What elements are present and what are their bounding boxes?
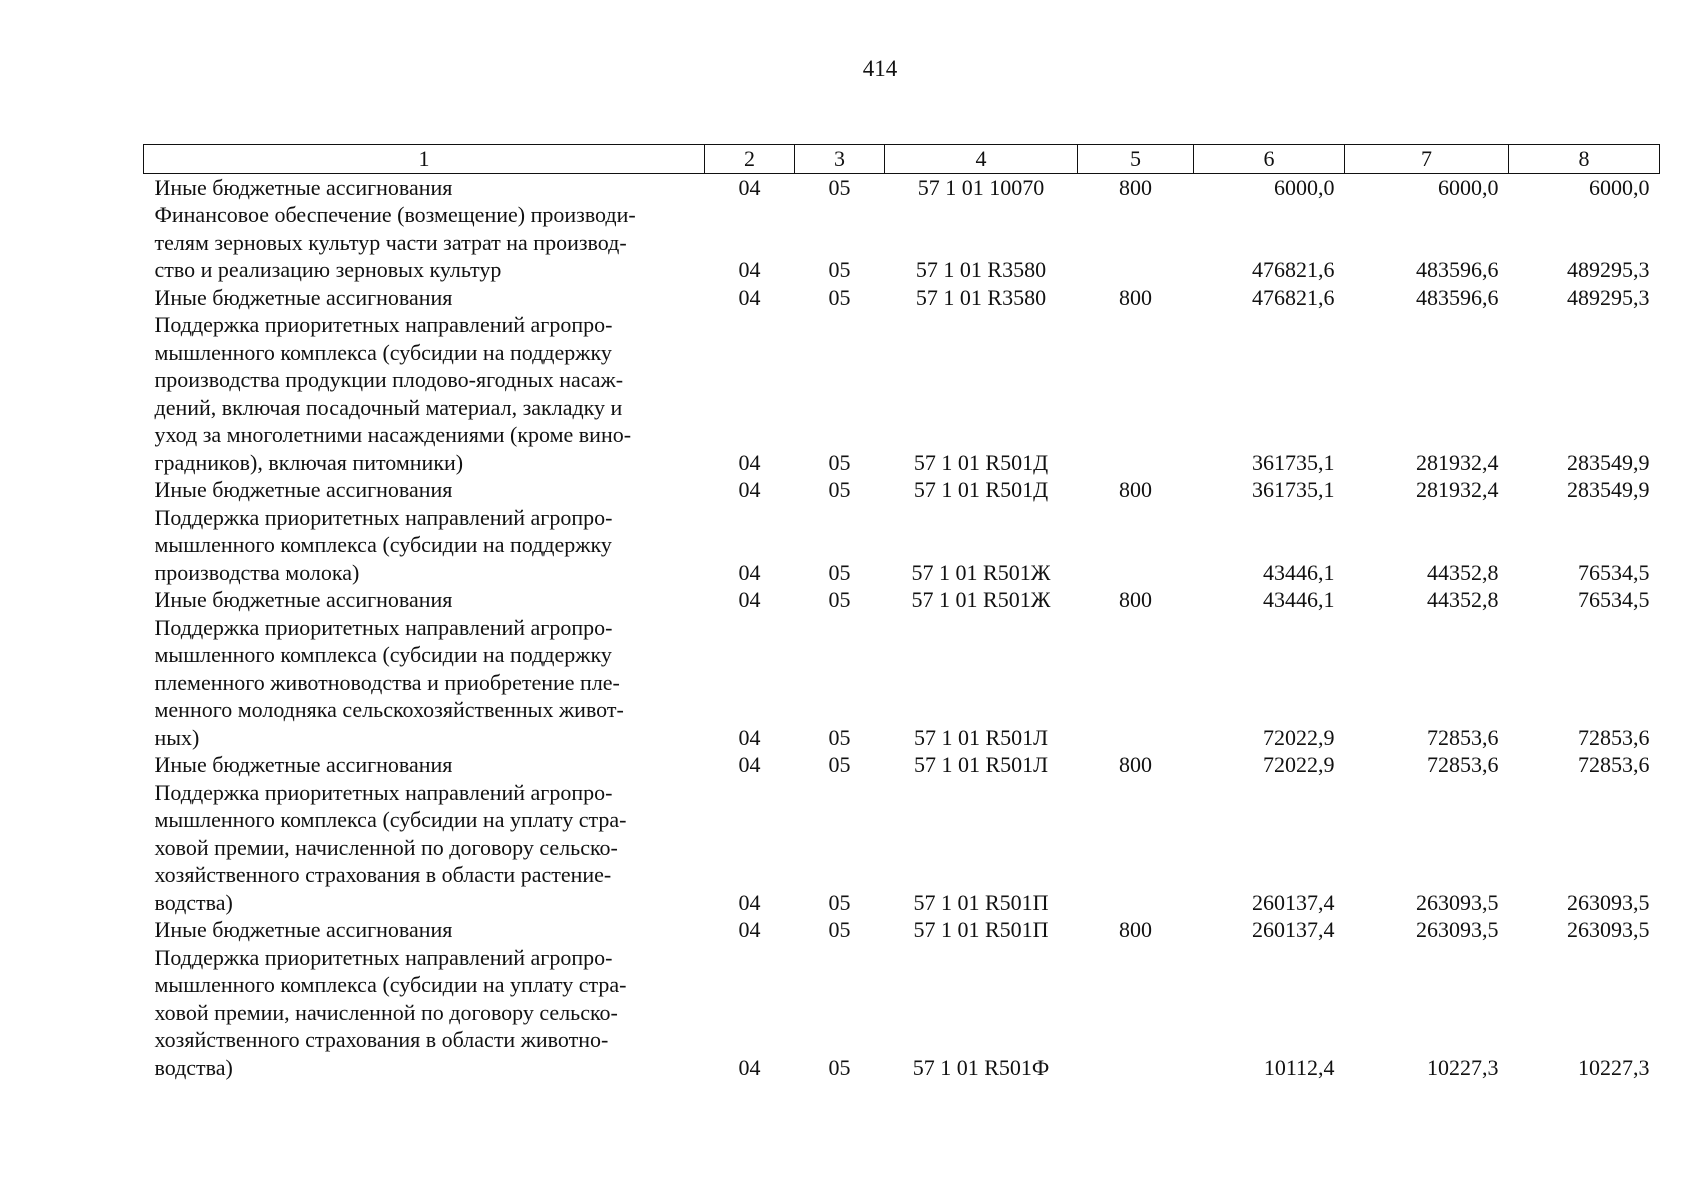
- amount-year1-cell: 476821,6: [1252, 257, 1335, 282]
- column-header-8: 8: [1509, 145, 1660, 174]
- budget-table: [143, 144, 1660, 1081]
- amount-year3-cell: 489295,3: [1567, 284, 1650, 310]
- expense-type-cell: [1078, 614, 1194, 752]
- section-code-cell: 04: [738, 449, 761, 475]
- subsection-code-cell: 05: [828, 752, 851, 777]
- section-code-cell: 04: [738, 174, 761, 200]
- expense-type-cell: 800: [1119, 752, 1152, 777]
- table-row: [144, 916, 1660, 944]
- amount-year2-cell: 483596,6: [1416, 257, 1499, 282]
- row-name-cell: Поддержка приоритетных направлений агропро- мышленного комплекса (субсидии на уплату стра- ховой премии, начисленной по договору сельско- хозяйственного страхования в области животно- водства): [154, 944, 627, 1080]
- amount-year3-cell: 10227,3: [1578, 1054, 1650, 1080]
- expense-type-cell: 800: [1119, 174, 1152, 200]
- table-row: [144, 944, 1660, 1082]
- amount-year1-cell: 43446,1: [1263, 587, 1335, 612]
- amount-year2-cell: 44352,8: [1427, 559, 1499, 585]
- section-code-cell: 04: [738, 559, 761, 585]
- column-header-7: 7: [1345, 145, 1509, 174]
- target-article-cell: 57 1 01 R501Ж: [911, 587, 1051, 612]
- table-row: [144, 311, 1660, 476]
- table-body: [144, 173, 1660, 1081]
- subsection-code-cell: 05: [828, 257, 851, 282]
- amount-year1-cell: 72022,9: [1263, 752, 1335, 777]
- target-article-cell: 57 1 01 R501Л: [913, 752, 1049, 777]
- amount-year3-cell: 283549,9: [1567, 449, 1650, 475]
- row-name-cell: Поддержка приоритетных направлений агропро- мышленного комплекса (субсидии на уплату стра- ховой премии, начисленной по договору сельско- хозяйственного страхования в области растение- водства): [154, 779, 627, 915]
- row-name-cell: Иные бюджетные ассигнования: [154, 917, 453, 942]
- section-code-cell: 04: [738, 257, 761, 282]
- amount-year2-cell: 263093,5: [1416, 917, 1499, 942]
- expense-type-cell: 800: [1119, 284, 1152, 310]
- amount-year2-cell: 281932,4: [1416, 477, 1499, 502]
- amount-year1-cell: 6000,0: [1274, 174, 1335, 200]
- amount-year2-cell: 72853,6: [1427, 724, 1499, 750]
- amount-year2-cell: 281932,4: [1416, 449, 1499, 475]
- amount-year2-cell: 263093,5: [1416, 889, 1499, 915]
- table-row: [144, 779, 1660, 917]
- table-header: [144, 145, 1660, 174]
- expense-type-cell: [1078, 311, 1194, 476]
- column-header-4: 4: [885, 145, 1078, 174]
- amount-year3-cell: 263093,5: [1567, 917, 1650, 942]
- subsection-code-cell: 05: [828, 449, 851, 475]
- column-header-1: 1: [144, 145, 705, 174]
- target-article-cell: 57 1 01 10070: [917, 174, 1045, 200]
- amount-year3-cell: 72853,6: [1578, 724, 1650, 750]
- subsection-code-cell: 05: [828, 1054, 851, 1080]
- row-name-cell: Иные бюджетные ассигнования: [154, 284, 453, 310]
- row-name-cell: Иные бюджетные ассигнования: [154, 587, 453, 612]
- table-row: [144, 751, 1660, 779]
- subsection-code-cell: 05: [828, 477, 851, 502]
- column-header-6: 6: [1194, 145, 1345, 174]
- expense-type-cell: [1078, 944, 1194, 1082]
- amount-year2-cell: 483596,6: [1416, 284, 1499, 310]
- subsection-code-cell: 05: [828, 917, 851, 942]
- amount-year1-cell: 476821,6: [1252, 284, 1335, 310]
- amount-year3-cell: 76534,5: [1578, 587, 1650, 612]
- subsection-code-cell: 05: [828, 174, 851, 200]
- table-row: [144, 173, 1660, 201]
- subsection-code-cell: 05: [828, 284, 851, 310]
- subsection-code-cell: 05: [828, 889, 851, 915]
- table-row: [144, 614, 1660, 752]
- row-name-cell: Иные бюджетные ассигнования: [154, 477, 453, 502]
- amount-year2-cell: 10227,3: [1427, 1054, 1499, 1080]
- amount-year2-cell: 72853,6: [1427, 752, 1499, 777]
- amount-year3-cell: 489295,3: [1567, 257, 1650, 282]
- section-code-cell: 04: [738, 587, 761, 612]
- expense-type-cell: 800: [1119, 587, 1152, 612]
- column-header-5: 5: [1078, 145, 1194, 174]
- table-row: [144, 201, 1660, 284]
- amount-year1-cell: 10112,4: [1263, 1054, 1335, 1080]
- row-name-cell: Поддержка приоритетных направлений агропро- мышленного комплекса (субсидии на поддержку производства молока): [154, 504, 613, 585]
- target-article-cell: 57 1 01 R501Д: [913, 477, 1049, 502]
- amount-year1-cell: 361735,1: [1252, 477, 1335, 502]
- table-row: [144, 586, 1660, 614]
- target-article-cell: 57 1 01 R501П: [913, 889, 1049, 915]
- amount-year1-cell: 260137,4: [1252, 889, 1335, 915]
- table-row: [144, 284, 1660, 312]
- amount-year3-cell: 283549,9: [1567, 477, 1650, 502]
- section-code-cell: 04: [738, 889, 761, 915]
- amount-year3-cell: 72853,6: [1578, 752, 1650, 777]
- expense-type-cell: [1078, 201, 1194, 284]
- amount-year3-cell: 263093,5: [1567, 889, 1650, 915]
- expense-type-cell: [1078, 504, 1194, 587]
- table-row: [144, 476, 1660, 504]
- target-article-cell: 57 1 01 R501Л: [913, 724, 1049, 750]
- target-article-cell: 57 1 01 R3580: [915, 284, 1047, 310]
- amount-year1-cell: 260137,4: [1252, 917, 1335, 942]
- target-article-cell: 57 1 01 R501Ж: [911, 559, 1051, 585]
- expense-type-cell: 800: [1119, 917, 1152, 942]
- row-name-cell: Иные бюджетные ассигнования: [154, 174, 453, 200]
- expense-type-cell: 800: [1119, 477, 1152, 502]
- amount-year1-cell: 43446,1: [1263, 559, 1335, 585]
- target-article-cell: 57 1 01 R3580: [915, 257, 1047, 282]
- section-code-cell: 04: [738, 752, 761, 777]
- amount-year2-cell: 44352,8: [1427, 587, 1499, 612]
- amount-year1-cell: 361735,1: [1252, 449, 1335, 475]
- row-name-cell: Финансовое обеспечение (возмещение) производи- телям зерновых культур части затрат на производ- ство и реализацию зерновых культур: [154, 202, 636, 282]
- column-header-3: 3: [795, 145, 885, 174]
- amount-year1-cell: 72022,9: [1263, 724, 1335, 750]
- target-article-cell: 57 1 01 R501П: [913, 917, 1049, 942]
- amount-year3-cell: 6000,0: [1589, 174, 1650, 200]
- amount-year2-cell: 6000,0: [1438, 174, 1499, 200]
- section-code-cell: 04: [738, 1054, 761, 1080]
- subsection-code-cell: 05: [828, 559, 851, 585]
- section-code-cell: 04: [738, 477, 761, 502]
- subsection-code-cell: 05: [828, 587, 851, 612]
- amount-year3-cell: 76534,5: [1578, 559, 1650, 585]
- row-name-cell: Иные бюджетные ассигнования: [154, 752, 453, 777]
- page-number: 414: [862, 56, 898, 81]
- section-code-cell: 04: [738, 284, 761, 310]
- target-article-cell: 57 1 01 R501Ф: [912, 1054, 1050, 1080]
- column-header-2: 2: [705, 145, 795, 174]
- section-code-cell: 04: [738, 917, 761, 942]
- section-code-cell: 04: [738, 724, 761, 750]
- subsection-code-cell: 05: [828, 724, 851, 750]
- row-name-cell: Поддержка приоритетных направлений агропро- мышленного комплекса (субсидии на поддержку производства продукции плодово-ягодных насаж- дений, включая посадочный материал, закладку и уход за многолетними насаждениями (кроме вино- градников), включая питомники): [154, 312, 632, 475]
- row-name-cell: Поддержка приоритетных направлений агропро- мышленного комплекса (субсидии на поддержку племенного животноводства и приобретение пле- менного молодняка сельскохозяйственных живот- ных): [154, 614, 624, 750]
- target-article-cell: 57 1 01 R501Д: [913, 449, 1049, 475]
- expense-type-cell: [1078, 779, 1194, 917]
- header-row: [144, 145, 1660, 174]
- table-row: [144, 504, 1660, 587]
